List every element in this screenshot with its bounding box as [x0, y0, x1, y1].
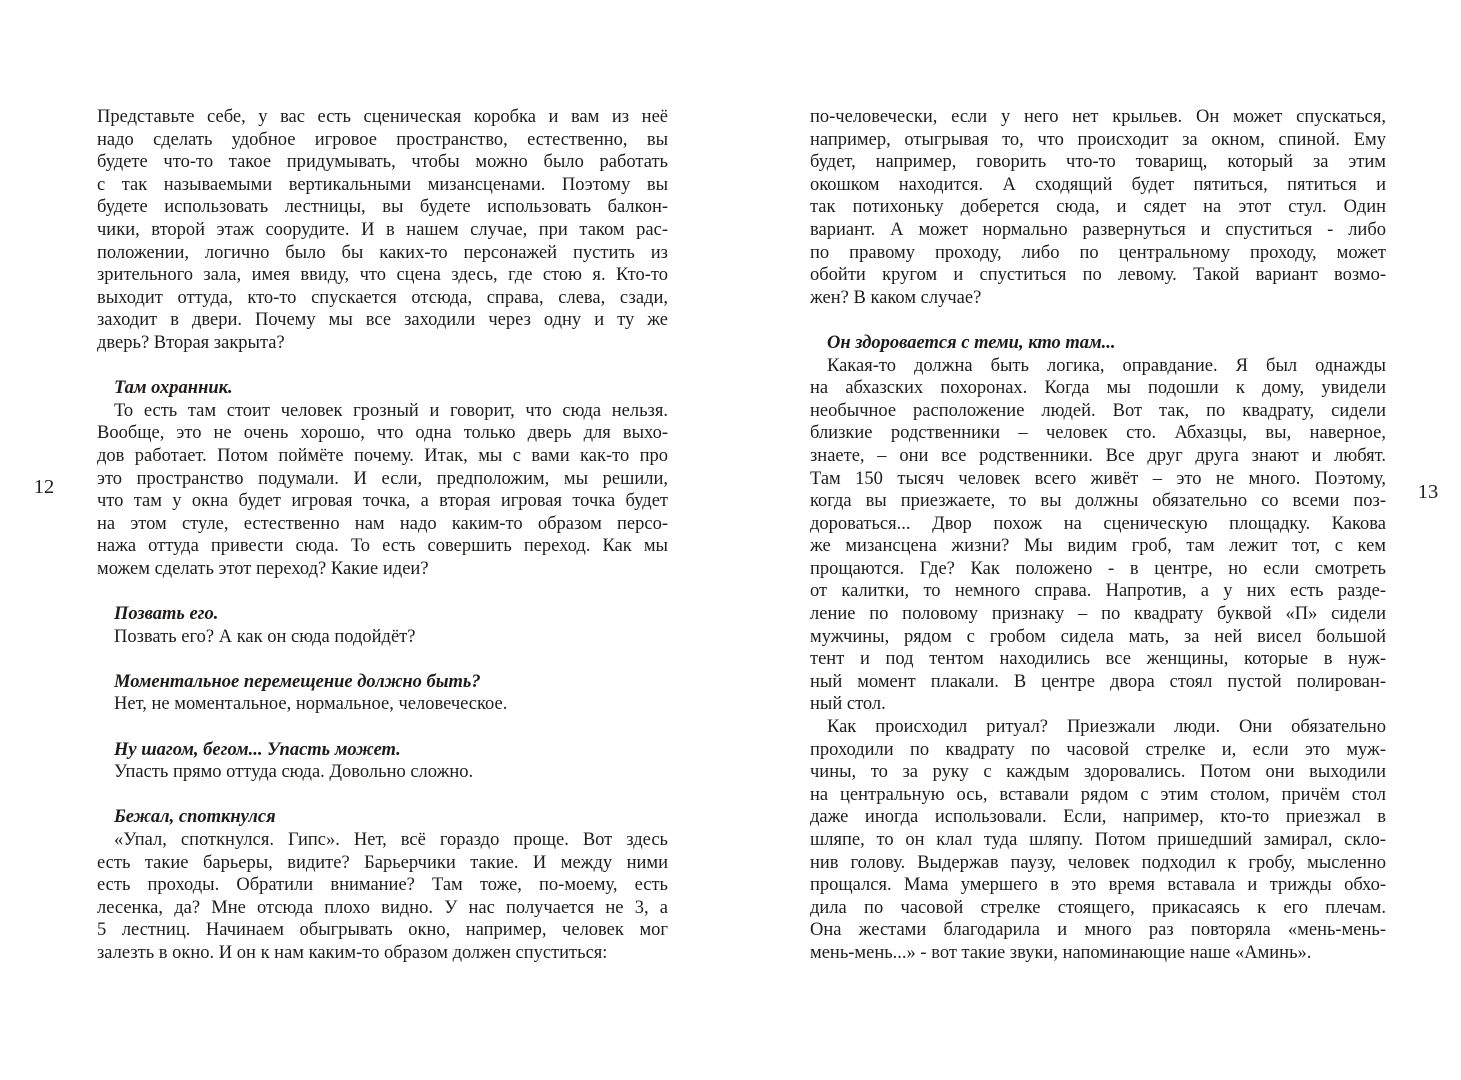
- text-line: Вообще, это не очень хорошо, что одна только дверь для выхо-: [97, 423, 668, 444]
- section-heading: Ну шагом, бегом... Упасть может.: [114, 739, 401, 760]
- text-line: так потихоньку доберется сюда, и сядет на этот стул. Один: [810, 197, 1386, 218]
- text-line: надо сделать удобное игровое пространство, естественно, вы: [97, 129, 668, 150]
- text-line: Какая-то должна быть логика, оправдание. Я был однажды: [827, 355, 1386, 376]
- paragraph: [97, 761, 668, 784]
- text-line: Позвать его? А как он сюда подойдёт?: [114, 626, 416, 647]
- text-line: это пространство подумали. И если, предположим, мы решили,: [97, 468, 668, 489]
- text-line: есть проходы. Обратили внимание? Там тоже, по-моему, есть: [97, 875, 668, 896]
- section-heading: Позвать его.: [114, 604, 219, 625]
- text-line: дила по часовой стрелке стоящего, прикасаясь к его плечам.: [810, 897, 1386, 918]
- page-number-left: 12: [33, 476, 55, 498]
- text-line: чики, второй этаж соорудите. И в нашем случае, при таком рас-: [97, 219, 668, 240]
- text-line: можем сделать этот переход? Какие идеи?: [97, 558, 429, 579]
- section-heading: Бежал, споткнулся: [114, 807, 276, 828]
- text-line: «Упал, споткнулся. Гипс». Нет, всё гораздо проще. Вот здесь: [114, 830, 668, 850]
- text-line: например, отыгрывая то, что происходит за окном, спиной. Ему: [810, 129, 1386, 150]
- paragraph: [97, 400, 668, 581]
- paragraph: [97, 829, 668, 965]
- text-line: когда вы приезжаете, то вы должны обязательно со всеми поз-: [810, 491, 1386, 512]
- text-line: прощаются. Где? Как положено - в центре, но если смотреть: [810, 558, 1386, 579]
- text-line: необычное расположение людей. Вот так, по квадрату, сидели: [810, 400, 1386, 421]
- text-line: знаете, – они все родственники. Все друг друга знают и любят.: [810, 445, 1386, 466]
- section-heading: Моментальное перемещение должно быть?: [114, 671, 481, 692]
- text-line: проходили по квадрату по часовой стрелке и, если это муж-: [810, 739, 1386, 760]
- paragraph: [810, 716, 1386, 965]
- text-line: выходит оттуда, кто-то спускается отсюда, справа, слева, сзади,: [97, 287, 668, 308]
- text-line: мужчины, рядом с гробом сидела мать, за ней висел большой: [810, 626, 1386, 647]
- text-line: залезть в окно. И он к нам каким-то образом должен спуститься:: [97, 942, 608, 963]
- text-line: же мизансцена жизни? Мы видим гроб, там лежит тот, с кем: [810, 536, 1386, 557]
- text-line: дверь? Вторая закрыта?: [97, 332, 285, 353]
- page-number-right: 13: [1417, 481, 1439, 503]
- text-line: на центральную ось, вставали рядом с этим столом, причём стол: [810, 784, 1386, 805]
- text-line: нажа оттуда привести сюда. То есть совершить переход. Как мы: [97, 536, 668, 557]
- section-heading: Там охранник.: [114, 378, 233, 399]
- text-line: вариант. А может нормально развернуться и спуститься - либо: [810, 219, 1386, 240]
- text-line: зрительного зала, имея ввиду, что сцена здесь, где стою я. Кто-то: [97, 265, 668, 286]
- text-line: лесенка, да? Мне отсюда плохо видно. У нас получается не 3, а: [97, 897, 668, 918]
- text-line: заходит в двери. Почему мы все заходили через одну и ту же: [97, 310, 668, 331]
- text-line: Как происходил ритуал? Приезжали люди. Они обязательно: [827, 717, 1386, 738]
- text-line: жен? В каком случае?: [810, 287, 982, 308]
- paragraph: [97, 106, 668, 355]
- text-line: по-человечески, если у него нет крыльев. Он может спускаться,: [810, 107, 1386, 127]
- text-line: шляпе, то он клал туда шляпу. Потом пришедший замирал, скло-: [810, 830, 1386, 850]
- text-line: ление по половому признаку – по квадрату буквой «П» сидели: [810, 604, 1386, 625]
- text-line: дороваться... Двор похож на сценическую площадку. Какова: [810, 513, 1386, 534]
- text-line: прощался. Мама умершего в это время вставала и трижды обхо-: [810, 875, 1386, 896]
- text-line: обойти кругом и спуститься по левому. Такой вариант возмо-: [810, 265, 1386, 286]
- text-line: на абхазских похоронах. Когда мы подошли к дому, увидели: [810, 378, 1386, 399]
- text-line: близкие родственники – человек сто. Абхазцы, вы, наверное,: [810, 423, 1386, 444]
- text-line: То есть там стоит человек грозный и говорит, что сюда нельзя.: [114, 400, 668, 421]
- text-line: от калитки, то немного справа. Напротив, а у них есть разде-: [810, 581, 1386, 602]
- text-line: положении, логично было бы каких-то персонажей пустить из: [97, 242, 668, 263]
- section-heading: Он здоровается с теми, кто там...: [827, 332, 1116, 353]
- text-line: будете использовать лестницы, вы будете использовать балкон-: [97, 197, 668, 218]
- text-line: даже иногда использовали. Если, например, кто-то приезжал в: [810, 807, 1386, 828]
- text-line: по правому проходу, либо по центральному проходу, может: [810, 242, 1386, 263]
- text-line: Она жестами благодарила и много раз повторяла «мень-мень-: [810, 920, 1386, 941]
- paragraph: [810, 106, 1386, 309]
- page-left-text-column: [97, 106, 668, 965]
- text-line: ный стол.: [810, 694, 886, 715]
- paragraph: [810, 355, 1386, 717]
- text-line: нив голову. Выдержав паузу, человек подходил к гробу, мысленно: [810, 852, 1386, 873]
- text-line: ный момент плакали. В центре двора стоял пустой полирован-: [810, 671, 1386, 692]
- text-line: будет, например, говорить что-то товарищ, который за этим: [810, 152, 1386, 173]
- text-line: есть такие барьеры, видите? Барьерчики такие. И между ними: [97, 852, 668, 873]
- text-line: Упасть прямо оттуда сюда. Довольно сложно.: [114, 762, 474, 783]
- text-line: тент и под тентом находились все женщины, которые в нуж-: [810, 649, 1386, 670]
- text-line: окошком находится. А сходящий будет пятиться, пятиться и: [810, 174, 1386, 195]
- paragraph: [97, 693, 668, 716]
- text-line: на этом стуле, естественно нам надо каким-то образом персо-: [97, 513, 668, 534]
- text-line: будете что-то такое придумывать, чтобы можно было работать: [97, 152, 668, 173]
- page-right-text-column: [810, 106, 1386, 965]
- text-line: Нет, не моментальное, нормальное, человеческое.: [114, 694, 508, 715]
- text-line: 5 лестниц. Начинаем обыгрывать окно, например, человек мог: [97, 920, 668, 941]
- text-line: мень-мень...» - вот такие звуки, напоминающие наше «Аминь».: [810, 942, 1312, 963]
- text-line: Представьте себе, у вас есть сценическая коробка и вам из неё: [97, 107, 668, 127]
- text-line: чины, то за руку с каждым здоровались. Потом они выходили: [810, 762, 1386, 783]
- text-line: что там у окна будет игровая точка, а вторая игровая точка будет: [97, 491, 668, 512]
- text-line: с так называемыми вертикальными мизансценами. Поэтому вы: [97, 174, 668, 195]
- text-line: дов работает. Потом поймёте почему. Итак, мы с вами как-то про: [97, 445, 668, 466]
- paragraph: [97, 626, 668, 649]
- text-line: Там 150 тысяч человек всего живёт – это не много. Поэтому,: [810, 468, 1386, 489]
